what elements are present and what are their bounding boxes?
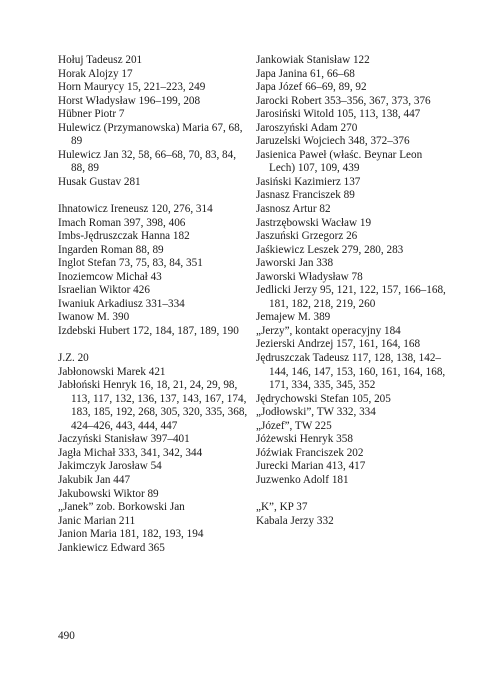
index-entry: Horn Maurycy 15, 221–223, 249 xyxy=(58,81,206,94)
index-entry: Hołuj Tadeusz 201 xyxy=(58,54,143,66)
index-entry: Jankiewicz Edward 365 xyxy=(58,541,165,554)
index-entry: Juzwenko Adolf 181 xyxy=(256,473,349,486)
index-entry: Husak Gustav 281 xyxy=(58,175,141,188)
index-entry: Jemajew M. 389 xyxy=(256,311,331,324)
index-entry: Ihnatowicz Ireneusz 120, 276, 314 xyxy=(58,203,213,216)
index-entry: Israelian Wiktor 426 xyxy=(58,284,150,297)
index-entry: Horst Władysław 196–199, 208 xyxy=(58,94,201,107)
index-entry: Hulewicz (Przymanowska) Maria 67, 68, 89 xyxy=(58,121,243,148)
section-gap xyxy=(58,189,248,203)
index-entry: Jóźwiak Franciszek 202 xyxy=(256,446,364,459)
page-number: 490 xyxy=(58,630,75,642)
index-entry: Jaśkiewicz Leszek 279, 280, 283 xyxy=(256,243,404,256)
index-entry: Izdebski Hubert 172, 184, 187, 189, 190 xyxy=(58,324,239,337)
index-entry: Jakubowski Wiktor 89 xyxy=(58,487,159,500)
index-entry: Janion Maria 181, 182, 193, 194 xyxy=(58,528,204,541)
index-entry: Jóżewski Henryk 358 xyxy=(256,433,353,446)
index-entry: Jędrychowski Stefan 105, 205 xyxy=(256,392,391,405)
index-entry: Hulewicz Jan 32, 58, 66–68, 70, 83, 84, 88, 89 xyxy=(58,148,237,175)
index-entry: Jakubik Jan 447 xyxy=(58,473,131,486)
section-gap xyxy=(58,338,248,352)
index-entry: Jarosiński Witold 105, 113, 138, 447 xyxy=(256,108,421,121)
index-entry: Inoziemcow Michał 43 xyxy=(58,270,162,283)
index-entry: Jankowiak Stanisław 122 xyxy=(256,54,370,66)
index-entry: Hübner Piotr 7 xyxy=(58,108,125,121)
index-entry: „Janek” zob. Borkowski Jan xyxy=(58,501,185,514)
index-entry: Japa Józef 66–69, 89, 92 xyxy=(256,81,367,94)
index-entry: Jaworski Jan 338 xyxy=(256,257,334,270)
index-entry: Japa Janina 61, 66–68 xyxy=(256,67,355,80)
index-entry: Jasnasz Franciszek 89 xyxy=(256,189,355,202)
index-entry: Inglot Stefan 73, 75, 83, 84, 351 xyxy=(58,257,203,270)
index-entry: Jasiński Kazimierz 137 xyxy=(256,175,361,188)
index-entry: Jasnosz Artur 82 xyxy=(256,203,331,216)
index-entry: „Jodłowski”, TW 332, 334 xyxy=(256,406,376,419)
index-entry: Jurecki Marian 413, 417 xyxy=(256,460,366,473)
index-entry: Jaworski Władysław 78 xyxy=(256,270,363,283)
index-column-left xyxy=(58,54,248,555)
index-entry: Iwanow M. 390 xyxy=(58,311,130,324)
index-entry: Jakimczyk Jarosław 54 xyxy=(58,460,162,473)
index-entry: Jędruszczak Tadeusz 117, 128, 138, 142–144, 146, 147, 153, 160, 161, 164, 168, 171, 334, 335, 345, 352 xyxy=(256,352,446,392)
index-entry: Jaczyński Stanisław 397–401 xyxy=(58,433,190,446)
index-entry: Jarocki Robert 353–356, 367, 373, 376 xyxy=(256,94,431,107)
index-entry: Jaroszyński Adam 270 xyxy=(256,121,358,134)
index-entry: Iwaniuk Arkadiusz 331–334 xyxy=(58,297,185,310)
index-column-right xyxy=(256,54,446,528)
index-entry: Jastrzębowski Wacław 19 xyxy=(256,216,372,229)
index-entry: Jedlicki Jerzy 95, 121, 122, 157, 166–168, 181, 182, 218, 219, 260 xyxy=(256,284,446,310)
index-entry: Kabala Jerzy 332 xyxy=(256,514,334,527)
index-entry: Jezierski Andrzej 157, 161, 164, 168 xyxy=(256,338,421,351)
index-entry: Janic Marian 211 xyxy=(58,514,136,527)
index-entry: Jabłoński Henryk 16, 18, 21, 24, 29, 98, 113, 117, 132, 136, 137, 143, 167, 174, 183, 185, 192, 268, 305, 320, 335, 368, 424–426, 443, 444, 447 xyxy=(58,379,248,432)
index-entry: Horak Alojzy 17 xyxy=(58,67,133,80)
index-entry: Jabłonowski Marek 421 xyxy=(58,365,166,378)
index-entry: Jasienica Paweł (właśc. Beynar Leon Lech) 107, 109, 439 xyxy=(256,148,423,175)
index-entry: J.Z. 20 xyxy=(58,352,89,365)
index-entry: „Józef”, TW 225 xyxy=(256,419,332,432)
index-entry: Jaszuński Grzegorz 26 xyxy=(256,230,358,243)
index-entry: „Jerzy”, kontakt operacyjny 184 xyxy=(256,324,401,337)
index-entry: Imbs-Jędruszczak Hanna 182 xyxy=(58,230,190,243)
index-entry: Jagła Michał 333, 341, 342, 344 xyxy=(58,446,203,459)
index-entry: „K”, KP 37 xyxy=(256,501,308,514)
section-gap xyxy=(256,488,446,502)
index-entry: Ingarden Roman 88, 89 xyxy=(58,243,164,256)
index-entry: Jaruzelski Wojciech 348, 372–376 xyxy=(256,135,410,148)
index-entry: Imach Roman 397, 398, 406 xyxy=(58,216,186,229)
